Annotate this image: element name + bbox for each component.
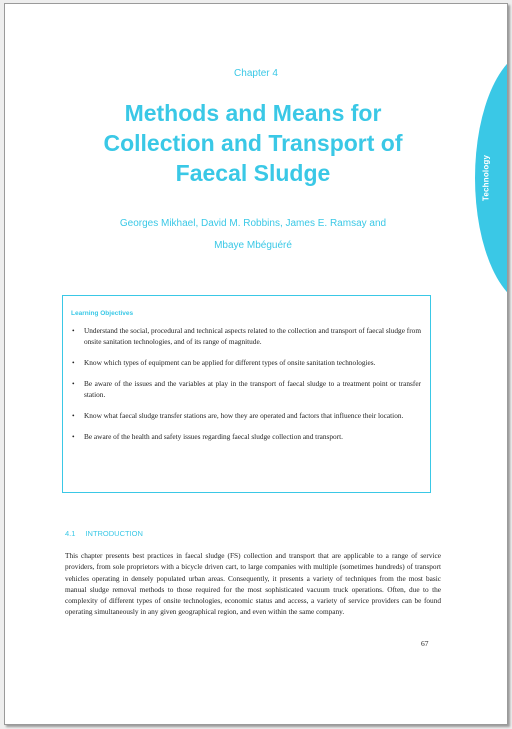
objective-item: • Be aware of the health and safety issues regarding faecal sludge collection and transport.: [71, 431, 421, 442]
learning-objectives-heading: Learning Objectives: [71, 310, 134, 317]
learning-objectives-box: [62, 295, 431, 493]
section-tab-label: Technology: [481, 154, 491, 202]
authors-line: Mbaye Mbéguéré: [214, 240, 292, 251]
authors-line: Georges Mikhael, David M. Robbins, James E. Ramsay and: [119, 218, 387, 229]
chapter-title: [65, 98, 441, 188]
section-body-paragraph: This chapter presents best practices in faecal sludge (FS) collection and transport that are applicable to a range of service providers, from sole proprietors with a bicycle driven cart, to large companies with multiple (sometimes hundreds) of transport vehicles operating in densely populated urban areas. Consequently, it presents a variety of techniques from the most basic manual sludge removal methods to those required for the most sophisticated vacuum truck operations. Often, due to the complexity of different types of onsite technologies, economic status and access, a variety of service providers can be found operating simultaneously in any given geographical region, and even within the same company.: [65, 551, 441, 617]
section-tab: [475, 49, 508, 307]
objective-item: • Be aware of the issues and the variables at play in the transport of faecal sludge to a treatment point or transfer station.: [71, 378, 421, 400]
chapter-label: Chapter 4: [234, 68, 278, 79]
learning-objectives-list: [71, 325, 421, 452]
section-number: 4.1: [65, 529, 76, 538]
page-number: 67: [421, 639, 429, 648]
section-title: INTRODUCTION: [85, 529, 143, 538]
objective-item: • Know which types of equipment can be applied for different types of onsite sanitation technologies.: [71, 357, 421, 368]
objective-item: • Understand the social, procedural and technical aspects related to the collection and transport of faecal sludge from onsite sanitation technologies, and of its range of magnitude.: [71, 325, 421, 347]
chapter-title-line: Methods and Means for: [124, 100, 382, 126]
chapter-title-line: Faecal Sludge: [175, 160, 331, 186]
section-heading: [65, 529, 143, 538]
authors: [65, 213, 441, 257]
chapter-title-line: Collection and Transport of: [103, 130, 403, 156]
objective-item: • Know what faecal sludge transfer stations are, how they are operated and factors that influence their location.: [71, 410, 421, 421]
document-page: [4, 3, 508, 725]
